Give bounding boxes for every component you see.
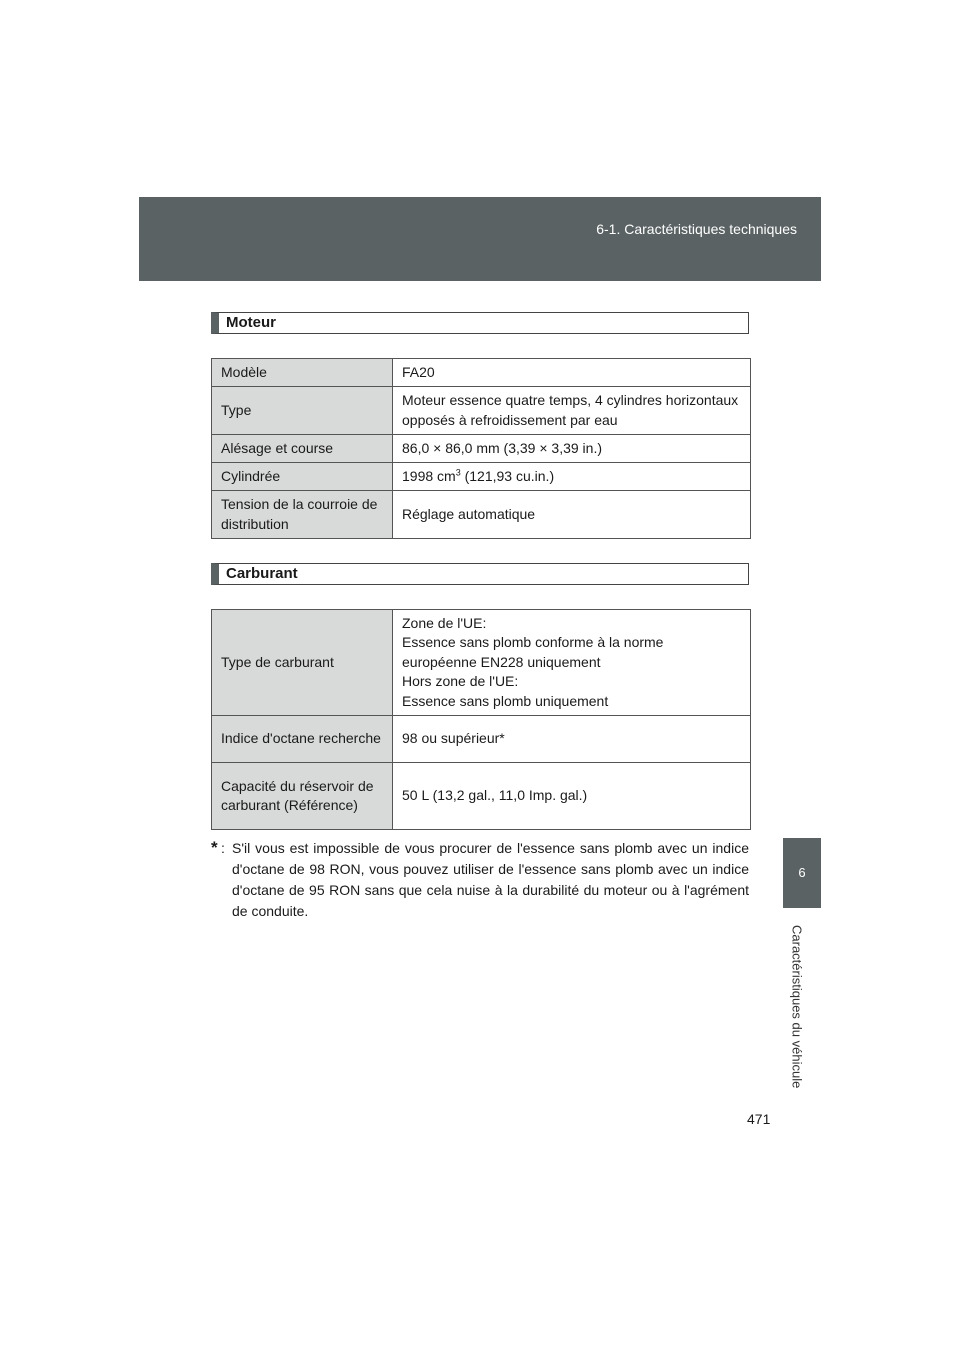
chapter-side-label (777, 912, 817, 1102)
row-value: 98 ou supérieur* (393, 716, 751, 763)
chapter-tab (783, 838, 821, 908)
row-label: Tension de la courroie de distribution (212, 491, 393, 539)
row-label: Type (212, 387, 393, 435)
row-value (393, 610, 751, 716)
row-label: Alésage et course (212, 435, 393, 463)
row-label: Type de carburant (212, 610, 393, 716)
value-line: Zone de l'UE: (402, 614, 487, 631)
value-line: Essence sans plomb uniquement (402, 692, 609, 709)
chapter-number: 6 (798, 865, 806, 880)
engine-heading-text: Moteur (226, 314, 276, 331)
engine-heading (211, 312, 749, 334)
table-row (212, 491, 751, 539)
value-line: Hors zone de l'UE: (402, 673, 519, 690)
row-value: FA20 (393, 359, 751, 387)
displacement-unit-exponent: 3 (455, 467, 461, 478)
row-label: Modèle (212, 359, 393, 387)
table-row (212, 716, 751, 763)
footnote-text: S'il vous est impossible de vous procurer de l'essence sans plomb avec un indice d'octane de 98 RON, vous pouvez utiliser de l'essence sans plomb avec un indice d'octane de 95 RON sans que cela nuise à la durabilité du moteur ou à l'agrément de conduite. (232, 840, 749, 919)
footnote-colon: : (221, 840, 225, 856)
table-row (212, 435, 751, 463)
row-label: Capacité du réservoir de carburant (Référence) (212, 763, 393, 830)
row-value: Réglage automatique (393, 491, 751, 539)
footnote-marker: * (211, 838, 218, 857)
table-row (212, 359, 751, 387)
table-row (212, 763, 751, 830)
table-row (212, 463, 751, 491)
section-title: 6-1. Caractéristiques techniques (596, 221, 797, 237)
value-line: Essence sans plomb conforme à la norme européenne EN228 uniquement (402, 634, 664, 670)
engine-table (211, 358, 751, 539)
row-value: Moteur essence quatre temps, 4 cylindres horizontaux opposés à refroidissement par eau (393, 387, 751, 435)
footnote (211, 838, 749, 922)
fuel-heading (211, 563, 749, 585)
fuel-heading-text: Carburant (226, 565, 298, 582)
row-label: Indice d'octane recherche (212, 716, 393, 763)
row-value (393, 463, 751, 491)
table-row (212, 387, 751, 435)
fuel-table (211, 609, 751, 830)
displacement-value-imperial: (121,93 cu.in.) (460, 467, 555, 484)
chapter-title: Caractéristiques du véhicule (789, 925, 805, 1089)
displacement-value: 1998 cm (402, 467, 456, 484)
row-value: 50 L (13,2 gal., 11,0 Imp. gal.) (393, 763, 751, 830)
page-number: 471 (747, 1111, 771, 1127)
row-label: Cylindrée (212, 463, 393, 491)
header-band (139, 197, 821, 281)
row-value: 86,0 × 86,0 mm (3,39 × 3,39 in.) (393, 435, 751, 463)
table-row (212, 610, 751, 716)
